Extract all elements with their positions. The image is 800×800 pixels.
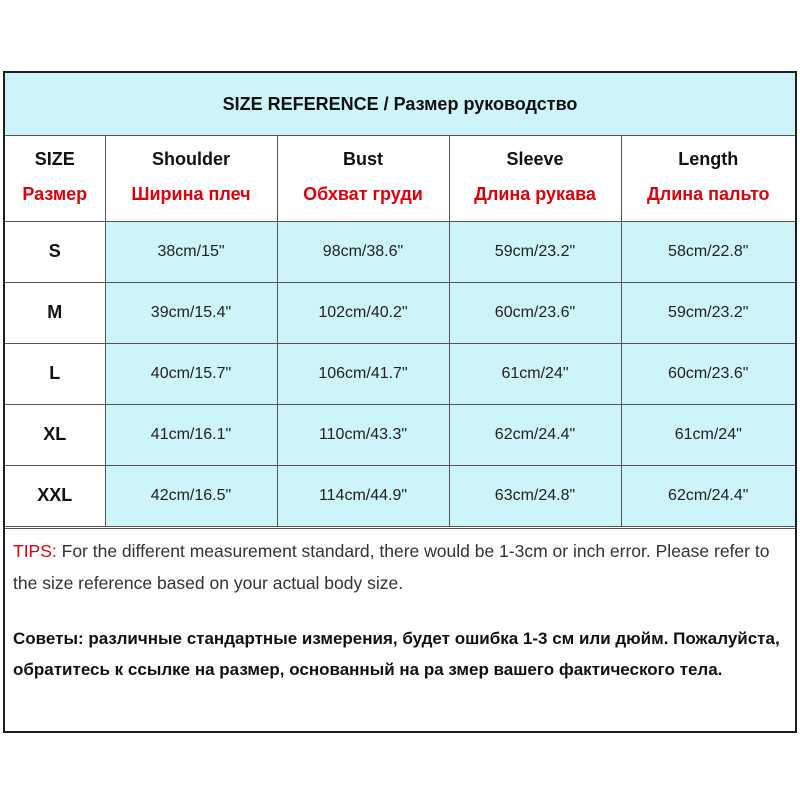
tips-english xyxy=(13,535,787,599)
tips-label: TIPS: xyxy=(13,541,57,561)
bust-value: 98cm/38.6" xyxy=(277,221,449,282)
sleeve-value: 60cm/23.6" xyxy=(449,282,621,343)
sleeve-value: 62cm/24.4" xyxy=(449,404,621,465)
table-row xyxy=(5,343,795,404)
bust-value: 114cm/44.9" xyxy=(277,465,449,526)
length-value: 60cm/23.6" xyxy=(621,343,795,404)
table-row xyxy=(5,465,795,526)
length-value: 59cm/23.2" xyxy=(621,282,795,343)
size-label: L xyxy=(5,343,105,404)
table-row xyxy=(5,404,795,465)
size-label: XXL xyxy=(5,465,105,526)
size-table xyxy=(5,136,795,527)
sleeve-value: 61cm/24" xyxy=(449,343,621,404)
bust-value: 102cm/40.2" xyxy=(277,282,449,343)
chart-title: SIZE REFERENCE / Размер руководство xyxy=(5,73,795,136)
length-value: 62cm/24.4" xyxy=(621,465,795,526)
bust-value: 110cm/43.3" xyxy=(277,404,449,465)
column-header-sleeve-ru: Длина рукава xyxy=(449,174,621,221)
length-value: 58cm/22.8" xyxy=(621,221,795,282)
table-row xyxy=(5,221,795,282)
column-header-size: SIZE xyxy=(5,136,105,174)
table-row xyxy=(5,282,795,343)
column-header-bust: Bust xyxy=(277,136,449,174)
bust-value: 106cm/41.7" xyxy=(277,343,449,404)
shoulder-value: 41cm/16.1" xyxy=(105,404,277,465)
shoulder-value: 39cm/15.4" xyxy=(105,282,277,343)
header-row-english xyxy=(5,136,795,174)
size-chart xyxy=(3,71,797,733)
column-header-size-ru: Размер xyxy=(5,174,105,221)
tips-section xyxy=(5,528,795,731)
column-header-length-ru: Длина пальто xyxy=(621,174,795,221)
column-header-sleeve: Sleeve xyxy=(449,136,621,174)
size-label: S xyxy=(5,221,105,282)
sleeve-value: 63cm/24.8" xyxy=(449,465,621,526)
column-header-length: Length xyxy=(621,136,795,174)
column-header-shoulder-ru: Ширина плеч xyxy=(105,174,277,221)
size-label: XL xyxy=(5,404,105,465)
header-row-russian xyxy=(5,174,795,221)
length-value: 61cm/24" xyxy=(621,404,795,465)
shoulder-value: 42cm/16.5" xyxy=(105,465,277,526)
shoulder-value: 38cm/15" xyxy=(105,221,277,282)
size-label: M xyxy=(5,282,105,343)
sleeve-value: 59cm/23.2" xyxy=(449,221,621,282)
column-header-shoulder: Shoulder xyxy=(105,136,277,174)
shoulder-value: 40cm/15.7" xyxy=(105,343,277,404)
tips-english-text: For the different measurement standard, there would be 1-3cm or inch error. Please refer to the size reference based on your actual body size. xyxy=(13,541,770,593)
column-header-bust-ru: Обхват груди xyxy=(277,174,449,221)
tips-russian: Советы: различные стандартные измерения, будет ошибка 1-3 см или дюйм. Пожалуйста, обратитесь к ссылке на размер, основанный на ра змер вашего фактического тела. xyxy=(13,629,780,679)
